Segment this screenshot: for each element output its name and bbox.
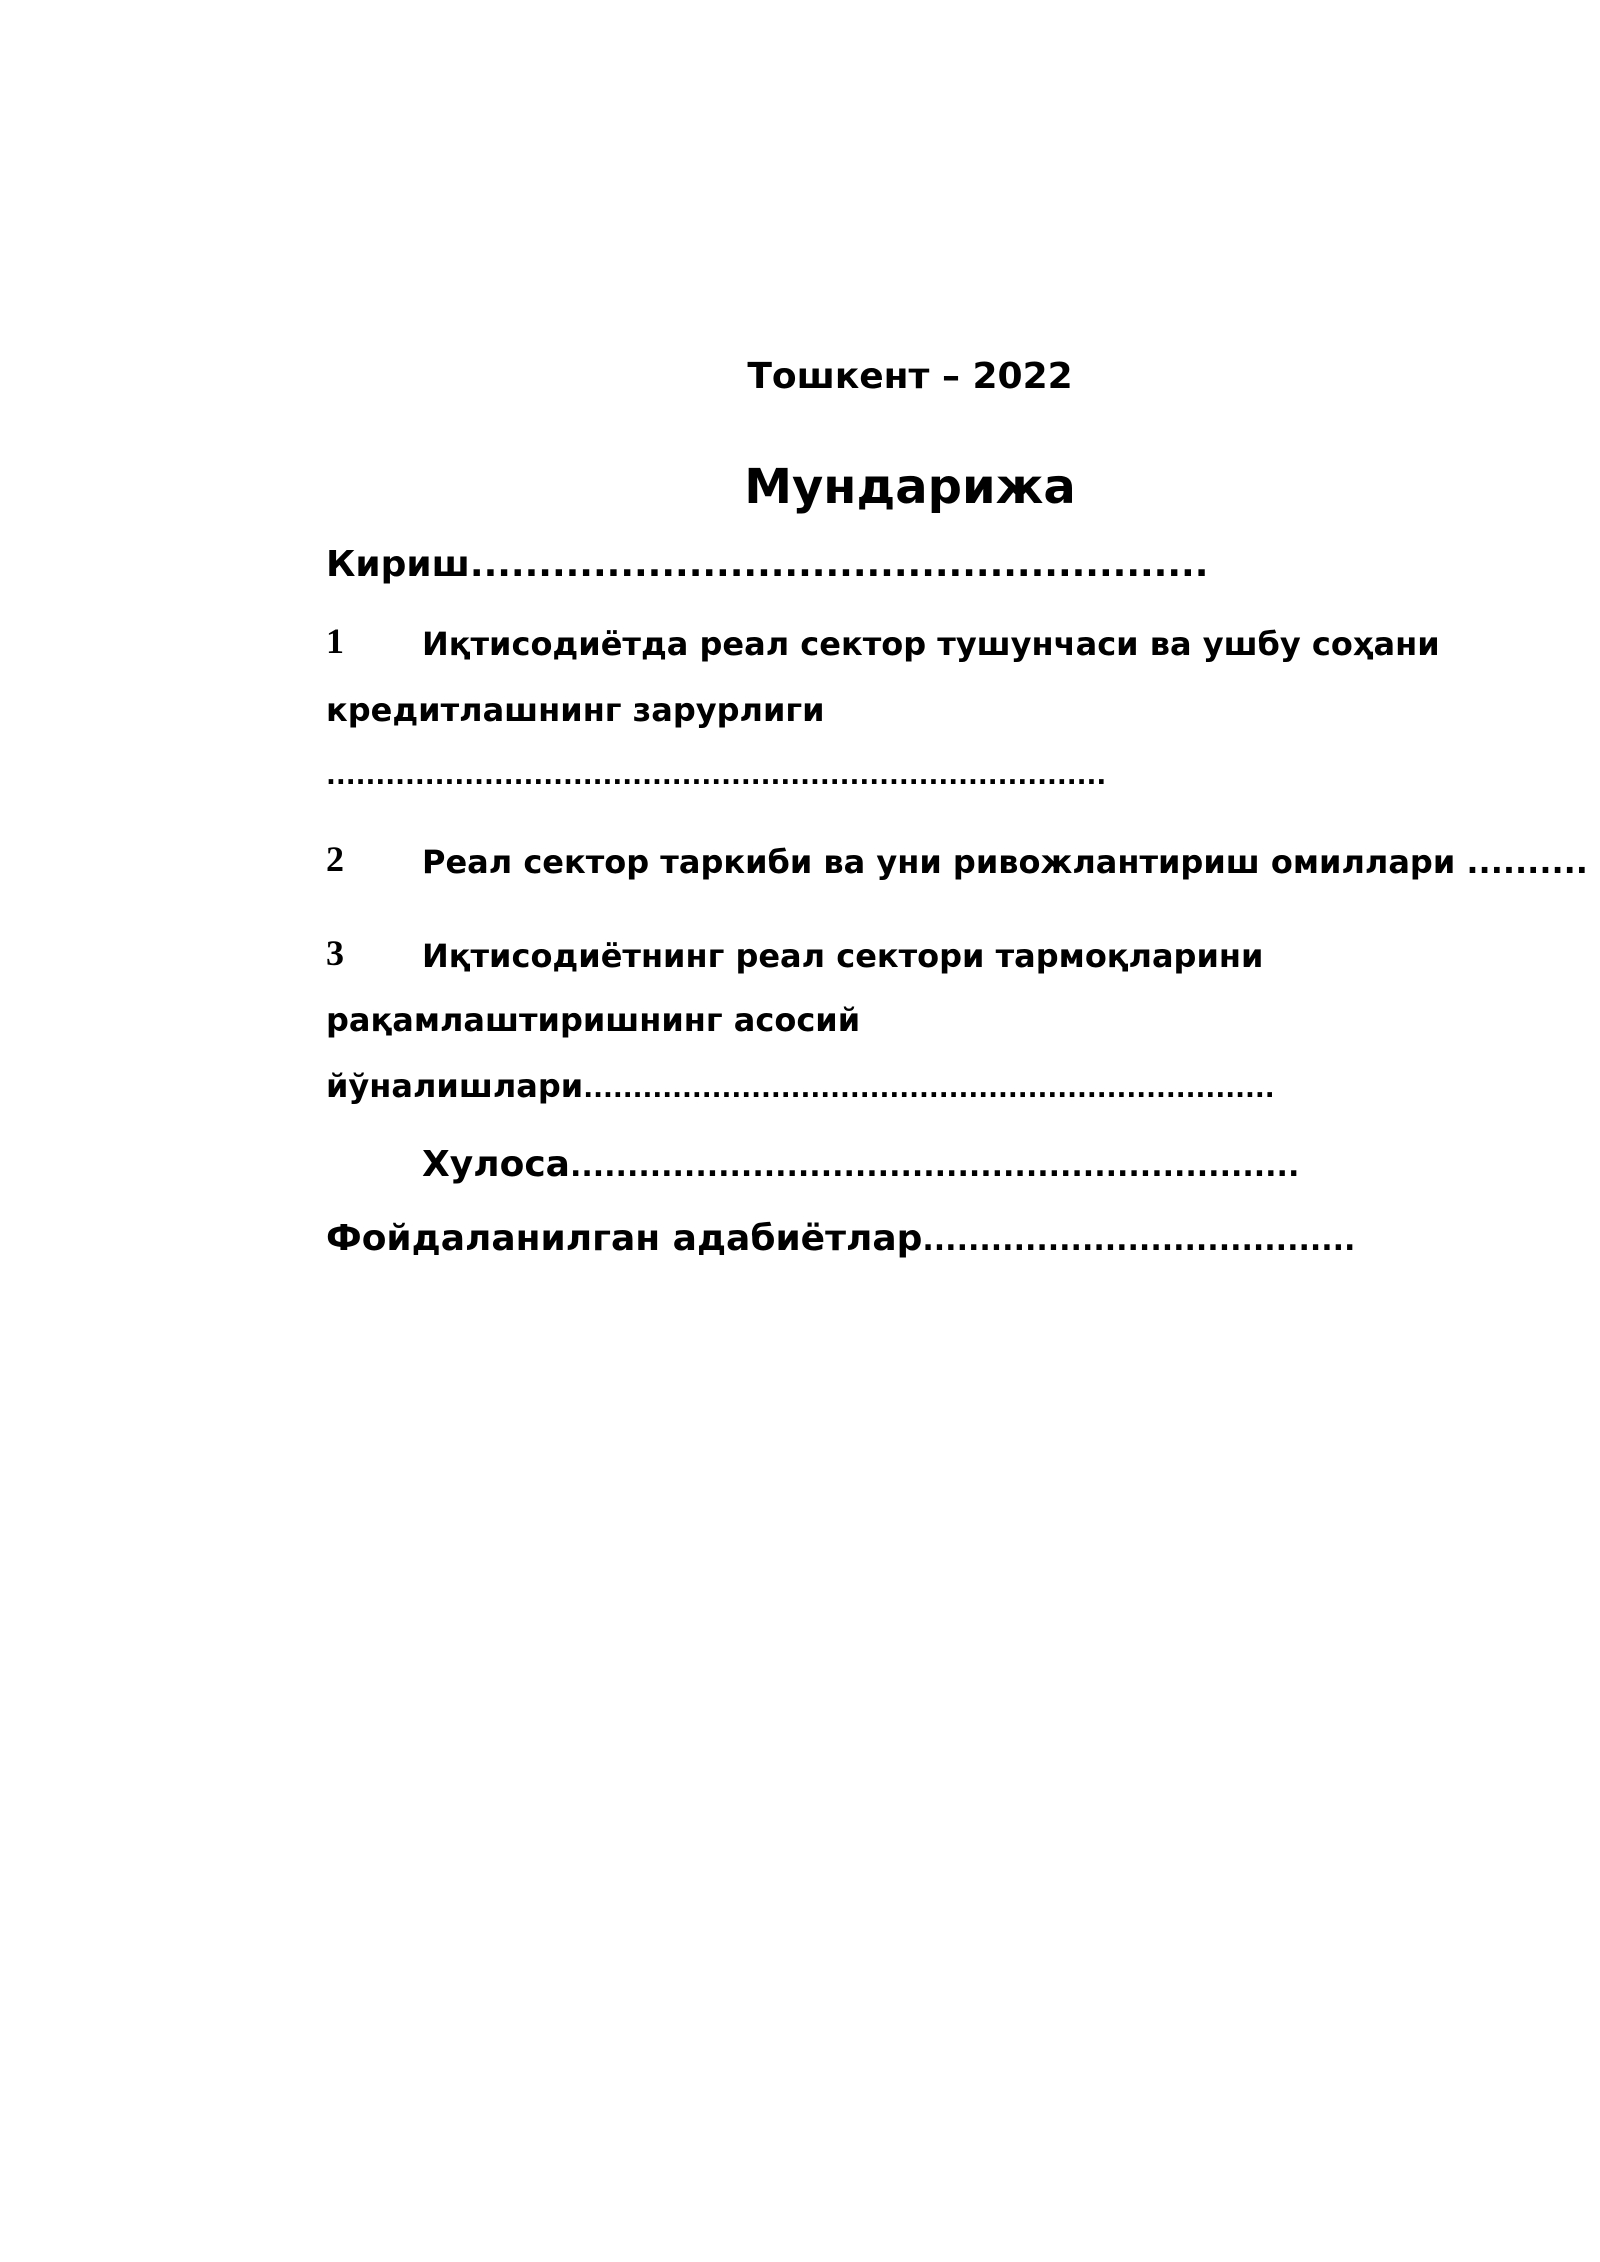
toc-entry-introduction: [326, 540, 1208, 590]
toc-entry-label: Кириш: [326, 544, 470, 585]
toc-leader-dots: ................................................................: [569, 1149, 1300, 1184]
toc-entry-number: 2: [326, 839, 344, 879]
toc-entry-1-line2: кредитлашнинг зарурлиги: [326, 691, 825, 729]
toc-entry-3-line1: Иқтисодиётнинг реал сектори тармоқларини: [422, 937, 1264, 975]
toc-entry-3-line2: рақамлаштиришнинг асосий: [326, 1001, 861, 1039]
toc-entry-2-text: [422, 840, 1588, 884]
toc-entry-references: [326, 1214, 1355, 1266]
toc-entry-number: 3: [326, 933, 344, 973]
toc-entry-2: [326, 838, 344, 880]
toc-title: Мундарижа: [744, 459, 1076, 515]
toc-leader-dots: ......................................: [922, 1223, 1356, 1258]
toc-entry-3: [326, 932, 344, 974]
toc-entry-number: 1: [326, 621, 344, 661]
toc-entry-label: Фойдаланилган адабиётлар: [326, 1218, 923, 1259]
city-year: Тошкент – 2022: [747, 356, 1073, 397]
toc-entry-label: йўналишлари: [326, 1067, 584, 1105]
toc-entry-1-line1: Иқтисодиётда реал сектор тушунчаси ва ушбу соҳани: [422, 625, 1440, 663]
toc-leader-dots: ......................................................: [469, 544, 1209, 585]
toc-leader-dots: ..........: [1466, 843, 1588, 881]
toc-entry-1: [326, 620, 344, 662]
toc-entry-3-line3: [326, 1064, 1275, 1111]
toc-entry-conclusion: [422, 1140, 1299, 1192]
toc-entry-label: Реал сектор таркиби ва уни ривожлантириш омиллари: [422, 843, 1456, 881]
toc-leader-dots: ...............................................................................: [326, 761, 1107, 791]
toc-leader-dots: ......................................................................: [583, 1074, 1275, 1104]
toc-entry-label: Хулоса: [422, 1144, 570, 1185]
